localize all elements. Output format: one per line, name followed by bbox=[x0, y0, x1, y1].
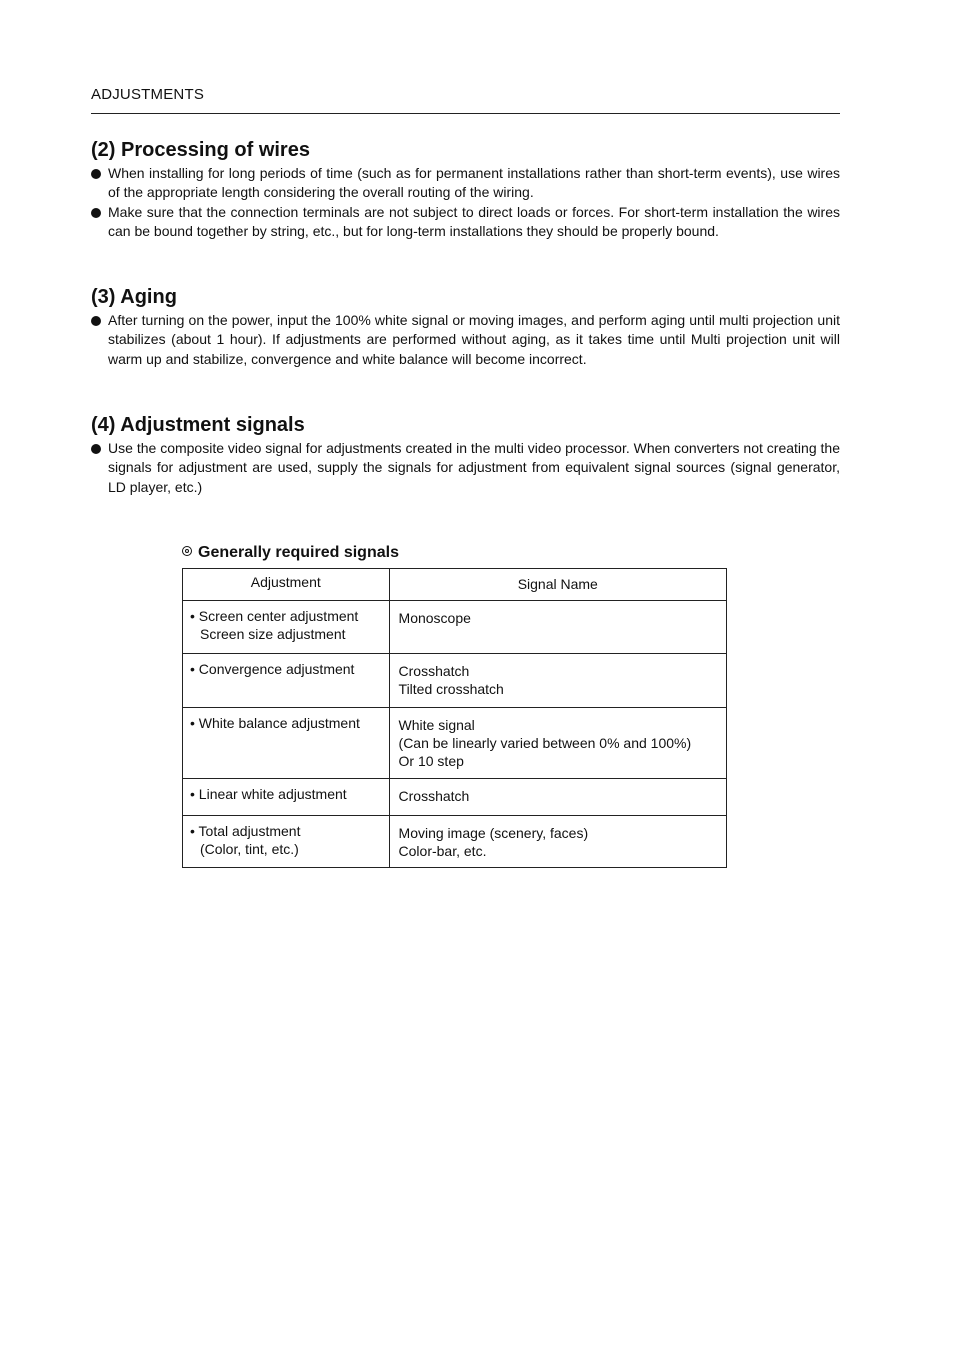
bullet-dot-icon bbox=[91, 169, 101, 179]
bullet-list bbox=[91, 311, 840, 369]
bullet-text: Use the composite video signal for adjustments created in the multi video processor. When converters not creating the signals for adjustment are used, supply the signals for adjustment from equivalent signal sources (signal generator, LD player, etc.) bbox=[108, 440, 840, 495]
adjustment-text: • Convergence adjustment bbox=[190, 661, 355, 677]
column-header-adjustment: Adjustment bbox=[183, 569, 390, 601]
table-header-row bbox=[183, 569, 727, 601]
section-processing-of-wires bbox=[91, 138, 840, 242]
bullet-list bbox=[91, 439, 840, 497]
adjustment-text: Screen size adjustment bbox=[200, 626, 346, 642]
signal-text: Crosshatch bbox=[398, 788, 470, 804]
signal-cell bbox=[389, 708, 726, 779]
signal-text: Moving image (scenery, faces) bbox=[398, 825, 589, 841]
table-title bbox=[182, 543, 399, 563]
adjustment-cell bbox=[183, 708, 390, 779]
signal-cell bbox=[389, 779, 726, 816]
signals-table bbox=[182, 568, 727, 868]
running-header: ADJUSTMENTS bbox=[91, 86, 205, 103]
signal-cell bbox=[389, 654, 726, 708]
table-row bbox=[183, 816, 727, 868]
signal-text: Crosshatch bbox=[398, 663, 470, 679]
table-title-text: Generally required signals bbox=[198, 544, 399, 561]
bullet-item bbox=[91, 311, 840, 369]
signal-text: White signal bbox=[398, 717, 475, 733]
section-heading: (2) Processing of wires bbox=[91, 139, 310, 161]
adjustment-cell bbox=[183, 816, 390, 868]
column-header-signal-name: Signal Name bbox=[389, 569, 726, 601]
adjustment-text: • Linear white adjustment bbox=[190, 786, 347, 802]
signal-text: Color-bar, etc. bbox=[398, 843, 487, 859]
bullet-dot-icon bbox=[91, 444, 101, 454]
section-heading: (3) Aging bbox=[91, 286, 177, 308]
section-adjustment-signals bbox=[91, 413, 840, 497]
signal-text: Tilted crosshatch bbox=[398, 681, 504, 697]
bullet-item bbox=[91, 203, 840, 242]
adjustment-text: • White balance adjustment bbox=[190, 715, 360, 731]
header-rule bbox=[91, 113, 840, 114]
table-row bbox=[183, 708, 727, 779]
bullet-item bbox=[91, 439, 840, 497]
bullet-dot-icon bbox=[91, 208, 101, 218]
bullet-item bbox=[91, 164, 840, 203]
adjustment-text: • Screen center adjustment bbox=[190, 608, 359, 624]
bullet-list bbox=[91, 164, 840, 242]
table-row bbox=[183, 601, 727, 654]
signal-text: Monoscope bbox=[398, 610, 471, 626]
signal-cell bbox=[389, 601, 726, 654]
double-circle-icon bbox=[182, 546, 192, 556]
table-row bbox=[183, 654, 727, 708]
section-aging bbox=[91, 285, 840, 369]
adjustment-text: • Total adjustment bbox=[190, 823, 301, 839]
signal-cell bbox=[389, 816, 726, 868]
adjustment-cell bbox=[183, 601, 390, 654]
signal-text: (Can be linearly varied between 0% and 100%) bbox=[398, 735, 692, 751]
section-heading: (4) Adjustment signals bbox=[91, 414, 305, 436]
bullet-text: Make sure that the connection terminals are not subject to direct loads or forces. For short-term installation the wires can be bound together by string, etc., but for long-term installations they should be properly bound. bbox=[108, 203, 840, 240]
bullet-dot-icon bbox=[91, 316, 101, 326]
bullet-text: When installing for long periods of time (such as for permanent installations rather than short-term events), use wires of the appropriate length considering the overall routing of the wiring. bbox=[108, 165, 840, 201]
table-row bbox=[183, 779, 727, 816]
adjustment-cell bbox=[183, 779, 390, 816]
adjustment-cell bbox=[183, 654, 390, 708]
signal-text: Or 10 step bbox=[398, 753, 464, 769]
adjustment-text: (Color, tint, etc.) bbox=[200, 841, 299, 857]
bullet-text: After turning on the power, input the 100% white signal or moving images, and perform aging until multi projection unit stabilizes (about 1 hour). If adjustments are performed without aging, as it takes time until Multi projection unit will warm up and stabilize, convergence and white balance will become incorrect. bbox=[108, 312, 840, 367]
